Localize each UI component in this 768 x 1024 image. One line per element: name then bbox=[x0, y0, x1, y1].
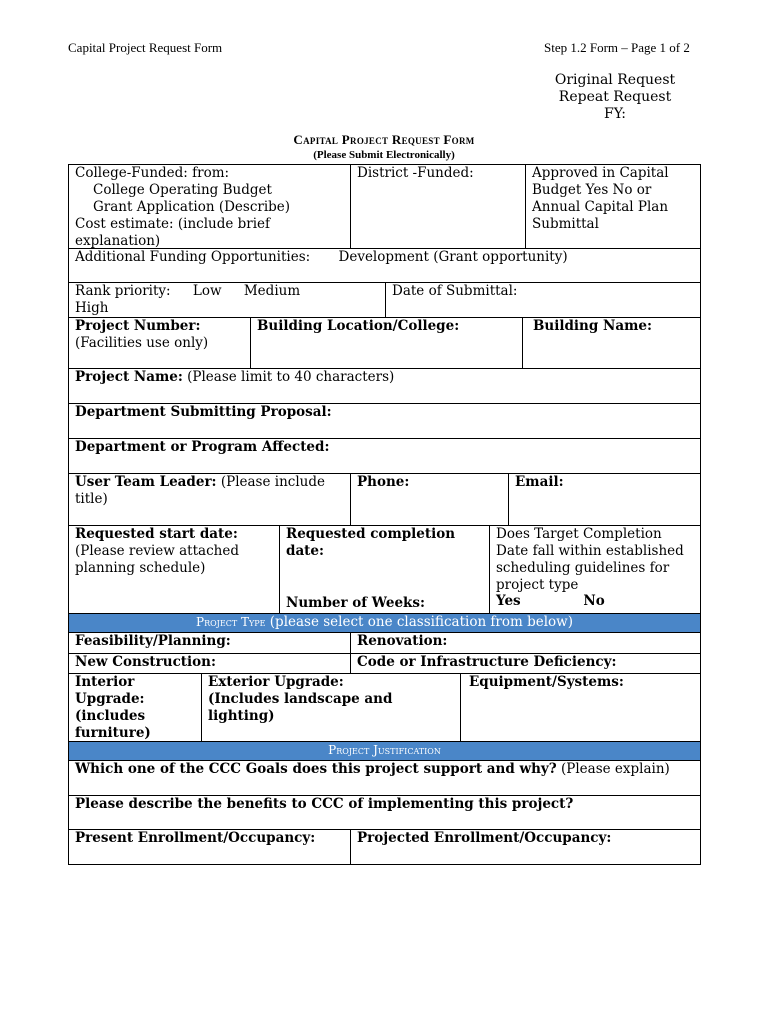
equipment-label: Equipment/Systems: bbox=[469, 674, 624, 690]
department-submitting-row bbox=[68, 404, 701, 439]
form-subtitle: (Please Submit Electronically) bbox=[313, 149, 455, 161]
renovation-label: Renovation: bbox=[357, 633, 448, 649]
operating-budget-label: College Operating Budget bbox=[93, 182, 272, 198]
weeks-label: Number of Weeks: bbox=[286, 595, 425, 611]
target-no[interactable]: No bbox=[583, 593, 605, 609]
development-label: Development (Grant opportunity) bbox=[338, 249, 568, 265]
exterior-label: Exterior Upgrade: bbox=[208, 674, 344, 690]
feasibility-cell[interactable] bbox=[69, 633, 351, 653]
present-enrollment-label: Present Enrollment/Occupancy: bbox=[75, 830, 316, 846]
department-affected-cell[interactable] bbox=[69, 439, 700, 473]
projected-enrollment-cell[interactable] bbox=[351, 830, 700, 864]
upgrade-row bbox=[68, 674, 701, 742]
code-deficiency-cell[interactable] bbox=[351, 654, 700, 673]
renovation-cell[interactable] bbox=[351, 633, 700, 653]
original-request-label: Original Request bbox=[554, 72, 676, 88]
justification-header: Project Justification bbox=[328, 743, 441, 757]
interior-label: Interior Upgrade: (includes furniture) bbox=[75, 674, 151, 741]
phone-cell[interactable] bbox=[351, 474, 509, 525]
rank-medium[interactable]: Medium bbox=[243, 283, 301, 299]
cost-estimate-label: Cost estimate: (include brief explanation) bbox=[75, 216, 271, 249]
present-enrollment-cell[interactable] bbox=[69, 830, 351, 864]
code-deficiency-label: Code or Infrastructure Deficiency: bbox=[357, 654, 617, 670]
start-date-cell[interactable] bbox=[69, 526, 280, 613]
header-right: Step 1.2 Form – Page 1 of 2 bbox=[544, 40, 690, 55]
building-location-label: Building Location/College: bbox=[257, 318, 460, 334]
benefits-cell[interactable] bbox=[69, 796, 700, 829]
project-type-note: (please select one classification from below) bbox=[269, 614, 573, 630]
project-name-row bbox=[68, 369, 701, 404]
department-affected-label: Department or Program Affected: bbox=[75, 439, 330, 455]
new-construction-label: New Construction: bbox=[75, 654, 216, 670]
user-team-note: (Please include title) bbox=[75, 474, 325, 507]
rank-label: Rank priority: bbox=[75, 283, 171, 299]
fy-label: FY: bbox=[604, 106, 626, 122]
funding-row bbox=[68, 164, 701, 249]
user-team-cell[interactable] bbox=[69, 474, 351, 525]
new-construction-cell[interactable] bbox=[69, 654, 351, 673]
college-funded-label: College-Funded: from: bbox=[75, 165, 230, 181]
target-answer bbox=[496, 593, 605, 610]
project-number-label: Project Number: bbox=[75, 318, 201, 334]
benefits-label: Please describe the benefits to CCC of implementing this project? bbox=[75, 796, 574, 812]
justification-header-cell bbox=[69, 742, 700, 760]
completion-date-cell[interactable] bbox=[280, 526, 490, 613]
start-date-note: (Please review attached planning schedule) bbox=[75, 543, 239, 576]
target-completion-cell[interactable] bbox=[490, 526, 700, 613]
project-type-header-cell bbox=[69, 614, 700, 632]
goals-note: (Please explain) bbox=[560, 761, 670, 777]
feasibility-row bbox=[68, 633, 701, 654]
goals-row bbox=[68, 761, 701, 796]
date-submittal-label: Date of Submittal: bbox=[392, 283, 518, 299]
rank-low[interactable]: Low bbox=[192, 283, 222, 299]
feasibility-label: Feasibility/Planning: bbox=[75, 633, 231, 649]
repeat-request-label: Repeat Request bbox=[558, 89, 672, 105]
interior-cell[interactable] bbox=[69, 674, 202, 741]
rank-row bbox=[68, 283, 701, 318]
user-team-label: User Team Leader: bbox=[75, 474, 217, 490]
rank-cell[interactable] bbox=[69, 283, 386, 317]
college-funded-cell[interactable] bbox=[69, 165, 351, 248]
approved-cell[interactable] bbox=[526, 165, 700, 248]
exterior-cell[interactable] bbox=[202, 674, 461, 741]
goals-label: Which one of the CCC Goals does this project support and why? bbox=[75, 761, 557, 777]
request-type bbox=[530, 72, 700, 123]
header-left: Capital Project Request Form bbox=[68, 40, 223, 55]
project-number-row bbox=[68, 318, 701, 369]
department-submitting-cell[interactable] bbox=[69, 404, 700, 438]
grant-application-label: Grant Application (Describe) bbox=[93, 199, 291, 215]
goals-cell[interactable] bbox=[69, 761, 700, 795]
district-funded-label: District -Funded: bbox=[357, 165, 474, 181]
project-name-label: Project Name: bbox=[75, 369, 183, 385]
enrollment-row bbox=[68, 830, 701, 865]
justification-band bbox=[68, 742, 701, 761]
user-team-row bbox=[68, 474, 701, 526]
phone-label: Phone: bbox=[357, 474, 410, 490]
start-date-label: Requested start date: bbox=[75, 526, 238, 542]
additional-funding-row bbox=[68, 249, 701, 283]
new-construction-row bbox=[68, 654, 701, 674]
project-type-band bbox=[68, 614, 701, 633]
project-name-cell[interactable] bbox=[69, 369, 700, 403]
projected-enrollment-label: Projected Enrollment/Occupancy: bbox=[357, 830, 612, 846]
building-location-cell[interactable] bbox=[251, 318, 523, 368]
target-completion-label: Does Target Completion Date fall within established scheduling guidelines for project type bbox=[496, 526, 684, 593]
email-cell[interactable] bbox=[509, 474, 700, 525]
exterior-note: (Includes landscape and lighting) bbox=[208, 691, 393, 724]
project-type-header: Project Type bbox=[196, 615, 266, 629]
dates-row bbox=[68, 526, 701, 614]
project-number-note: (Facilities use only) bbox=[75, 335, 209, 351]
project-name-note: (Please limit to 40 characters) bbox=[187, 369, 395, 385]
completion-date-label: Requested completion date: bbox=[286, 526, 456, 559]
department-affected-row bbox=[68, 439, 701, 474]
project-number-cell[interactable] bbox=[69, 318, 251, 368]
benefits-row bbox=[68, 796, 701, 830]
building-name-label: Building Name: bbox=[533, 318, 652, 334]
building-name-cell[interactable] bbox=[523, 318, 700, 368]
form-title: Capital Project Request Form bbox=[293, 132, 475, 147]
request-form bbox=[68, 164, 701, 865]
target-yes[interactable]: Yes bbox=[496, 593, 521, 609]
approved-label: Approved in Capital Budget Yes No or Annual Capital Plan Submittal bbox=[532, 165, 669, 232]
date-submittal-cell[interactable] bbox=[386, 283, 700, 317]
email-label: Email: bbox=[515, 474, 564, 490]
additional-funding-label: Additional Funding Opportunities: bbox=[75, 249, 311, 265]
equipment-cell[interactable] bbox=[461, 674, 700, 741]
district-funded-cell[interactable] bbox=[351, 165, 526, 248]
department-submitting-label: Department Submitting Proposal: bbox=[75, 404, 332, 420]
additional-funding-cell[interactable] bbox=[69, 249, 700, 282]
rank-high[interactable]: High bbox=[75, 300, 109, 316]
